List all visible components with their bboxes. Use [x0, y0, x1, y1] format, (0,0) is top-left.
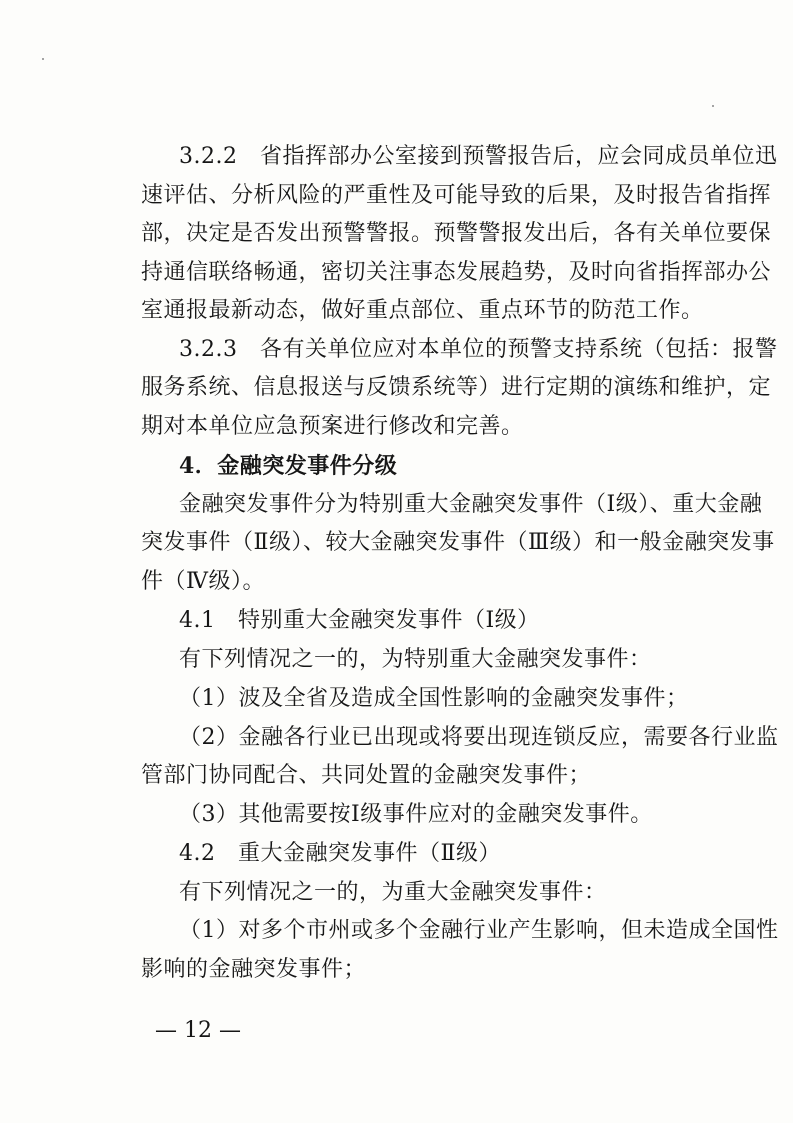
paragraph-3-2-2-line-4: 持通信联络畅通，密切关注事态发展趋势，及时向省指挥部办公 [141, 260, 772, 285]
list-item-4-1-3: （3）其他需要按Ⅰ级事件应对的金融突发事件。 [179, 802, 653, 827]
paragraph-3-2-2-line-2: 速评估、分析风险的严重性及可能导致的后果，及时报告省指挥 [141, 183, 772, 208]
list-item-4-1-2-line-2: 管部门协同配合、共同处置的金融突发事件； [141, 763, 592, 788]
paragraph-3-2-2-line-1: 3.2.2 省指挥部办公室接到预警报告后，应会同成员单位迅 [179, 144, 778, 169]
subheading-4-1: 4.1 特别重大金融突发事件（Ⅰ级） [179, 608, 540, 633]
list-item-4-2-1-line-2: 影响的金融突发事件； [141, 957, 367, 982]
scan-speck [42, 58, 44, 60]
paragraph-3-2-2-line-5: 室通报最新动态，做好重点部位、重点环节的防范工作。 [141, 298, 704, 323]
list-item-4-1-2-line-1: （2）金融各行业已出现或将要出现连锁反应，需要各行业监 [179, 725, 779, 750]
list-item-4-1-1: （1）波及全省及造成全国性影响的金融突发事件； [179, 686, 689, 711]
scan-speck [712, 105, 714, 107]
section-heading-4: 4．金融突发事件分级 [179, 453, 398, 479]
paragraph-4-2-intro: 有下列情况之一的，为重大金融突发事件： [179, 880, 607, 905]
subheading-4-2: 4.2 重大金融突发事件（Ⅱ级） [179, 841, 501, 866]
paragraph-4-line-2: 突发事件（Ⅱ级）、较大金融突发事件（Ⅲ级）和一般金融突发事 [141, 530, 775, 555]
paragraph-4-line-1: 金融突发事件分为特别重大金融突发事件（Ⅰ级）、重大金融 [179, 492, 763, 517]
paragraph-4-1-intro: 有下列情况之一的，为特别重大金融突发事件： [179, 647, 652, 672]
paragraph-3-2-3-line-3: 期对本单位应急预案进行修改和完善。 [141, 414, 524, 439]
page-number: — 12 — [155, 1018, 241, 1043]
list-item-4-2-1-line-1: （1）对多个市州或多个金融行业产生影响，但未造成全国性 [179, 918, 779, 943]
paragraph-3-2-3-line-2: 服务系统、信息报送与反馈系统等）进行定期的演练和维护，定 [141, 375, 772, 400]
paragraph-4-line-3: 件（Ⅳ级）。 [141, 569, 265, 594]
paragraph-3-2-2-line-3: 部，决定是否发出预警警报。预警警报发出后，各有关单位要保 [141, 221, 772, 246]
paragraph-3-2-3-line-1: 3.2.3 各有关单位应对本单位的预警支持系统（包括：报警 [179, 337, 778, 362]
